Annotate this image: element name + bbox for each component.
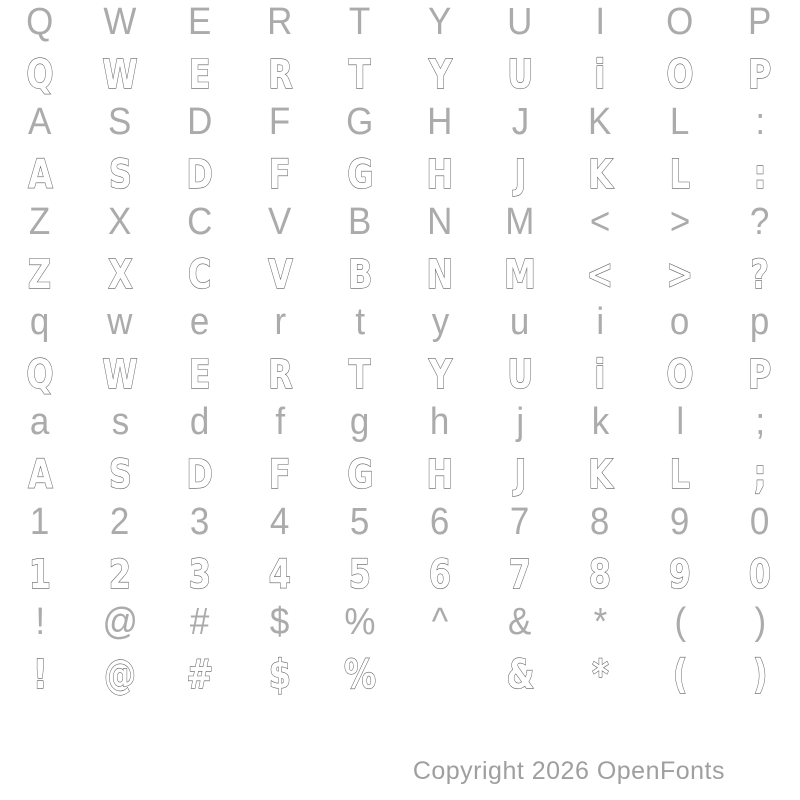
specimen-glyph: K — [587, 452, 613, 498]
glyph-cell — [720, 451, 800, 499]
reference-glyph: > — [669, 201, 691, 243]
glyph-cell — [480, 551, 560, 599]
reference-row-6 — [0, 500, 800, 544]
specimen-glyph: # — [186, 652, 214, 698]
reference-glyph: k — [591, 401, 609, 443]
reference-glyph: * — [593, 601, 607, 643]
reference-glyph: J — [511, 101, 529, 143]
specimen-glyph: R — [267, 352, 293, 398]
glyph-cell — [0, 0, 80, 44]
glyph-cell — [720, 500, 800, 544]
specimen-glyph: D — [186, 452, 214, 498]
specimen-glyph: N — [426, 252, 454, 298]
glyph-cell — [640, 351, 720, 399]
reference-glyph: 6 — [430, 501, 450, 543]
glyph-cell — [80, 0, 160, 44]
reference-glyph: 8 — [590, 501, 610, 543]
reference-glyph: A — [28, 101, 52, 143]
specimen-glyph: V — [267, 252, 293, 298]
glyph-cell — [160, 100, 240, 144]
reference-row-3 — [0, 200, 800, 244]
glyph-cell — [320, 600, 400, 644]
reference-glyph: N — [427, 201, 453, 243]
specimen-glyph: ! — [32, 652, 48, 698]
reference-glyph: S — [108, 101, 132, 143]
specimen-row-5 — [0, 451, 800, 499]
reference-glyph: p — [750, 301, 770, 343]
glyph-cell — [640, 600, 720, 644]
reference-glyph: i — [596, 301, 604, 343]
specimen-glyph: M — [504, 252, 536, 298]
reference-glyph: ^ — [431, 601, 449, 643]
glyph-cell — [320, 200, 400, 244]
reference-glyph: ; — [755, 401, 765, 443]
reference-glyph: T — [349, 1, 371, 43]
specimen-glyph: Z — [28, 252, 52, 298]
glyph-cell — [720, 100, 800, 144]
glyph-cell — [320, 500, 400, 544]
specimen-row-4 — [0, 351, 800, 399]
specimen-glyph: U — [506, 52, 533, 98]
glyph-cell — [720, 200, 800, 244]
reference-row-5 — [0, 400, 800, 444]
glyph-cell — [480, 500, 560, 544]
glyph-cell — [160, 0, 240, 44]
glyph-cell — [400, 200, 480, 244]
glyph-cell — [560, 100, 640, 144]
glyph-cell — [80, 100, 160, 144]
glyph-cell — [0, 500, 80, 544]
glyph-cell — [0, 351, 80, 399]
glyph-cell — [480, 400, 560, 444]
glyph-cell — [240, 300, 320, 344]
reference-glyph: 4 — [270, 501, 290, 543]
specimen-glyph: 8 — [588, 552, 612, 598]
reference-glyph: f — [275, 401, 285, 443]
glyph-cell — [400, 251, 480, 299]
specimen-glyph: 3 — [188, 552, 212, 598]
glyph-cell — [160, 151, 240, 199]
reference-glyph: 5 — [350, 501, 370, 543]
glyph-cell — [720, 300, 800, 344]
specimen-glyph: 1 — [28, 552, 52, 598]
glyph-cell — [640, 251, 720, 299]
glyph-cell — [640, 500, 720, 544]
specimen-glyph: L — [669, 152, 691, 198]
reference-glyph: C — [187, 201, 213, 243]
specimen-glyph: P — [748, 352, 772, 398]
specimen-row-6 — [0, 551, 800, 599]
glyph-cell — [80, 200, 160, 244]
glyph-cell — [240, 251, 320, 299]
reference-glyph: ) — [754, 601, 766, 643]
glyph-cell — [480, 651, 560, 699]
glyph-cell — [240, 151, 320, 199]
specimen-glyph: X — [107, 252, 133, 298]
specimen-glyph: ; — [753, 452, 767, 498]
reference-glyph: : — [755, 101, 765, 143]
specimen-glyph: L — [669, 452, 691, 498]
glyph-cell — [560, 400, 640, 444]
glyph-cell — [240, 451, 320, 499]
reference-glyph: ! — [35, 601, 45, 643]
glyph-cell — [160, 451, 240, 499]
glyph-cell — [560, 300, 640, 344]
glyph-cell — [480, 0, 560, 44]
glyph-cell — [400, 551, 480, 599]
specimen-glyph: 4 — [268, 552, 292, 598]
glyph-cell — [320, 451, 400, 499]
reference-glyph: F — [269, 101, 291, 143]
reference-glyph: o — [670, 301, 690, 343]
glyph-cell — [720, 51, 800, 99]
reference-glyph: E — [188, 1, 212, 43]
specimen-glyph: C — [188, 252, 212, 298]
reference-glyph: R — [267, 1, 293, 43]
glyph-cell — [0, 651, 80, 699]
glyph-cell — [560, 251, 640, 299]
glyph-cell — [400, 0, 480, 44]
specimen-glyph: ? — [750, 252, 770, 298]
reference-row-2 — [0, 100, 800, 144]
glyph-cell — [560, 200, 640, 244]
reference-glyph: Q — [26, 1, 54, 43]
reference-glyph: & — [508, 601, 532, 643]
glyph-cell — [400, 51, 480, 99]
specimen-glyph: $ — [268, 652, 292, 698]
reference-glyph: ( — [674, 601, 686, 643]
glyph-cell — [240, 0, 320, 44]
glyph-cell — [720, 351, 800, 399]
glyph-cell — [560, 151, 640, 199]
copyright-text: Copyright 2026 OpenFonts — [412, 757, 725, 785]
glyph-cell — [160, 500, 240, 544]
specimen-glyph: E — [189, 52, 211, 98]
glyph-cell — [320, 551, 400, 599]
glyph-cell — [480, 451, 560, 499]
glyph-cell — [640, 51, 720, 99]
specimen-glyph: B — [347, 252, 373, 298]
specimen-row-1 — [0, 51, 800, 99]
specimen-glyph: T — [349, 52, 371, 98]
glyph-cell — [80, 351, 160, 399]
glyph-cell — [0, 400, 80, 444]
specimen-glyph: : — [753, 152, 767, 198]
glyph-cell — [80, 451, 160, 499]
reference-glyph: B — [348, 201, 372, 243]
glyph-cell — [320, 51, 400, 99]
reference-glyph: 9 — [670, 501, 690, 543]
glyph-cell — [480, 200, 560, 244]
specimen-glyph: O — [666, 352, 694, 398]
glyph-cell — [640, 151, 720, 199]
specimen-row-2 — [0, 151, 800, 199]
glyph-cell — [480, 100, 560, 144]
specimen-glyph: J — [514, 152, 526, 198]
glyph-cell — [720, 151, 800, 199]
specimen-glyph: G — [346, 152, 374, 198]
reference-glyph: 7 — [510, 501, 530, 543]
glyph-cell — [560, 600, 640, 644]
glyph-cell — [720, 551, 800, 599]
reference-glyph: U — [507, 1, 533, 43]
specimen-glyph: ) — [752, 652, 768, 698]
specimen-glyph: Q — [26, 352, 54, 398]
glyph-cell — [320, 351, 400, 399]
reference-glyph: 3 — [190, 501, 210, 543]
glyph-cell — [0, 151, 80, 199]
reference-glyph: @ — [102, 601, 138, 643]
glyph-cell — [720, 651, 800, 699]
reference-glyph: u — [510, 301, 530, 343]
glyph-cell — [0, 300, 80, 344]
glyph-cell — [640, 100, 720, 144]
reference-glyph: M — [505, 201, 535, 243]
specimen-glyph: Y — [428, 352, 452, 398]
glyph-cell — [640, 651, 720, 699]
reference-glyph: l — [676, 401, 684, 443]
reference-glyph: w — [107, 301, 133, 343]
reference-row-4 — [0, 300, 800, 344]
reference-glyph: W — [103, 1, 137, 43]
glyph-cell — [400, 651, 480, 699]
glyph-cell — [480, 300, 560, 344]
glyph-cell — [0, 451, 80, 499]
specimen-glyph: & — [506, 652, 534, 698]
reference-glyph: a — [30, 401, 50, 443]
glyph-cell — [80, 300, 160, 344]
specimen-glyph: i — [594, 52, 606, 98]
reference-glyph: Z — [29, 201, 51, 243]
reference-glyph: 2 — [110, 501, 130, 543]
reference-glyph: 1 — [30, 501, 50, 543]
reference-glyph: j — [516, 401, 524, 443]
glyph-cell — [160, 351, 240, 399]
reference-glyph: P — [748, 1, 772, 43]
specimen-glyph: R — [267, 52, 293, 98]
glyph-cell — [560, 0, 640, 44]
glyph-cell — [720, 251, 800, 299]
glyph-cell — [80, 551, 160, 599]
specimen-glyph: J — [514, 452, 526, 498]
specimen-glyph: < — [586, 252, 614, 298]
glyph-cell — [480, 251, 560, 299]
specimen-glyph: A — [27, 152, 53, 198]
specimen-glyph: O — [666, 52, 694, 98]
reference-glyph: g — [350, 401, 370, 443]
reference-glyph: 0 — [750, 501, 770, 543]
glyph-cell — [240, 400, 320, 444]
specimen-glyph: ( — [672, 652, 688, 698]
reference-glyph: y — [431, 301, 449, 343]
glyph-cell — [160, 300, 240, 344]
reference-glyph: V — [268, 201, 292, 243]
glyph-cell — [720, 0, 800, 44]
glyph-cell — [80, 500, 160, 544]
specimen-glyph: Y — [428, 52, 452, 98]
glyph-cell — [240, 200, 320, 244]
specimen-row-7 — [0, 651, 800, 699]
glyph-cell — [640, 200, 720, 244]
glyph-cell — [0, 551, 80, 599]
reference-glyph: r — [274, 301, 286, 343]
glyph-cell — [160, 200, 240, 244]
glyph-cell — [80, 151, 160, 199]
reference-glyph: s — [111, 401, 129, 443]
glyph-cell — [640, 551, 720, 599]
specimen-glyph: 0 — [748, 552, 772, 598]
specimen-glyph: > — [666, 252, 694, 298]
glyph-cell — [640, 300, 720, 344]
specimen-glyph: 9 — [668, 552, 692, 598]
glyph-cell — [400, 500, 480, 544]
glyph-cell — [400, 151, 480, 199]
reference-glyph: D — [187, 101, 213, 143]
reference-glyph: h — [430, 401, 450, 443]
glyph-cell — [240, 51, 320, 99]
glyph-cell — [480, 600, 560, 644]
glyph-cell — [560, 51, 640, 99]
specimen-glyph: 7 — [508, 552, 532, 598]
reference-glyph: % — [344, 601, 376, 643]
glyph-cell — [560, 651, 640, 699]
reference-glyph: Y — [428, 1, 452, 43]
specimen-glyph: 2 — [108, 552, 132, 598]
reference-glyph: d — [190, 401, 210, 443]
specimen-glyph: Q — [26, 52, 54, 98]
glyph-cell — [560, 351, 640, 399]
glyph-cell — [240, 351, 320, 399]
specimen-glyph: G — [346, 452, 374, 498]
specimen-glyph: W — [102, 352, 138, 398]
specimen-row-3 — [0, 251, 800, 299]
glyph-cell — [400, 400, 480, 444]
glyph-cell — [160, 600, 240, 644]
glyph-cell — [80, 251, 160, 299]
reference-glyph: # — [190, 601, 210, 643]
specimen-glyph: H — [426, 452, 454, 498]
glyph-cell — [160, 400, 240, 444]
glyph-cell — [400, 600, 480, 644]
specimen-glyph: W — [102, 52, 138, 98]
specimen-glyph: E — [189, 352, 211, 398]
glyph-cell — [640, 400, 720, 444]
specimen-glyph: * — [591, 652, 609, 698]
glyph-cell — [160, 551, 240, 599]
glyph-cell — [80, 600, 160, 644]
specimen-glyph: 5 — [348, 552, 372, 598]
glyph-cell — [0, 100, 80, 144]
reference-glyph: L — [670, 101, 690, 143]
glyph-cell — [320, 100, 400, 144]
glyph-cell — [320, 151, 400, 199]
specimen-glyph: S — [108, 152, 132, 198]
glyph-cell — [320, 651, 400, 699]
glyph-cell — [640, 0, 720, 44]
specimen-glyph: A — [27, 452, 53, 498]
glyph-cell — [480, 351, 560, 399]
specimen-glyph: i — [594, 352, 606, 398]
glyph-cell — [400, 451, 480, 499]
glyph-cell — [560, 451, 640, 499]
glyph-cell — [80, 51, 160, 99]
glyph-cell — [320, 251, 400, 299]
glyph-cell — [0, 600, 80, 644]
reference-glyph: e — [190, 301, 210, 343]
glyph-cell — [240, 600, 320, 644]
glyph-cell — [320, 400, 400, 444]
glyph-cell — [80, 400, 160, 444]
glyph-cell — [480, 51, 560, 99]
reference-glyph: I — [595, 1, 605, 43]
specimen-glyph: @ — [104, 652, 136, 698]
reference-glyph: t — [355, 301, 365, 343]
specimen-glyph: 6 — [428, 552, 452, 598]
glyph-cell — [0, 51, 80, 99]
reference-glyph: O — [666, 1, 694, 43]
glyph-cell — [160, 651, 240, 699]
reference-glyph: H — [427, 101, 453, 143]
specimen-glyph: F — [269, 152, 291, 198]
specimen-glyph: H — [426, 152, 454, 198]
specimen-glyph: K — [587, 152, 613, 198]
glyph-cell — [160, 251, 240, 299]
glyph-cell — [560, 500, 640, 544]
glyph-cell — [480, 151, 560, 199]
specimen-glyph: U — [506, 352, 533, 398]
glyph-cell — [0, 200, 80, 244]
glyph-cell — [240, 651, 320, 699]
specimen-glyph: F — [269, 452, 291, 498]
glyph-cell — [160, 51, 240, 99]
reference-glyph: X — [108, 201, 132, 243]
glyph-cell — [240, 100, 320, 144]
glyph-cell — [80, 651, 160, 699]
reference-glyph: < — [589, 201, 611, 243]
glyph-cell — [240, 551, 320, 599]
reference-glyph: q — [30, 301, 50, 343]
glyph-cell — [640, 451, 720, 499]
glyph-cell — [400, 300, 480, 344]
specimen-glyph: % — [343, 652, 377, 698]
glyph-cell — [0, 251, 80, 299]
glyph-cell — [400, 351, 480, 399]
reference-glyph: G — [346, 101, 374, 143]
specimen-glyph: D — [186, 152, 214, 198]
glyph-cell — [320, 300, 400, 344]
specimen-glyph: S — [108, 452, 132, 498]
glyph-cell — [400, 100, 480, 144]
reference-glyph: K — [588, 101, 612, 143]
reference-row-7 — [0, 600, 800, 644]
reference-glyph: $ — [270, 601, 290, 643]
reference-glyph: ? — [750, 201, 770, 243]
specimen-glyph: T — [349, 352, 371, 398]
glyph-cell — [720, 400, 800, 444]
glyph-cell — [320, 0, 400, 44]
specimen-glyph: P — [748, 52, 772, 98]
reference-row-1 — [0, 0, 800, 44]
glyph-cell — [720, 600, 800, 644]
glyph-cell — [560, 551, 640, 599]
glyph-cell — [240, 500, 320, 544]
